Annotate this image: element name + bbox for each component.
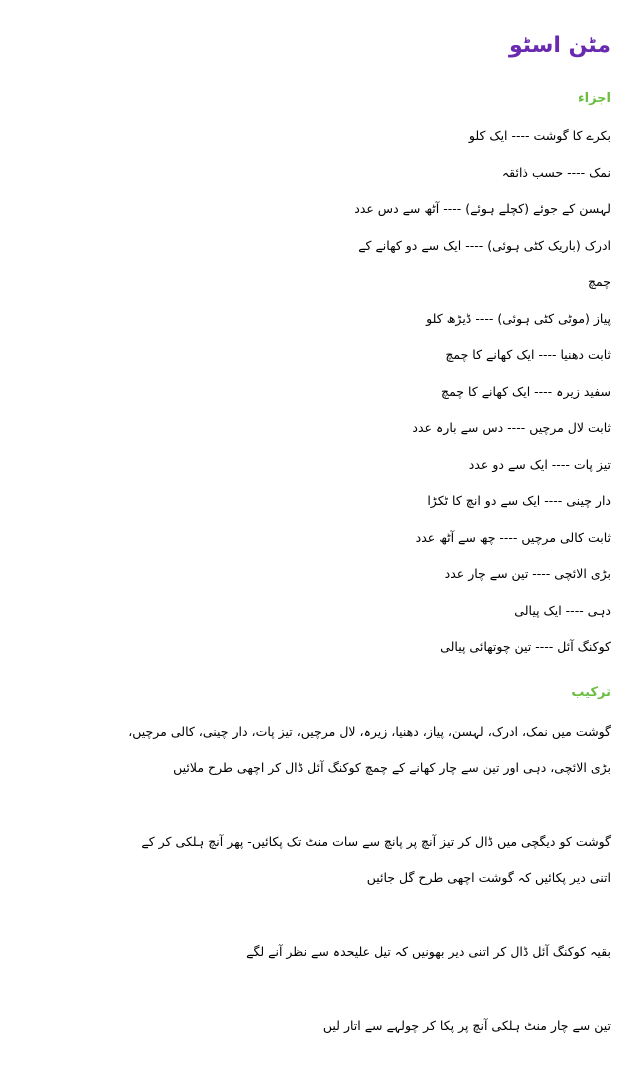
recipe-title: مٹن اسٹو (508, 33, 611, 58)
ingredient-item: بکرے کا گوشت ---- ایک کلو (468, 128, 611, 143)
step-line: گوشت میں نمک، ادرک، لہسن، پیاز، دھنیا، زیرہ، لال مرچیں، تیز پات، دار چینی، کالی مرچیں، (128, 724, 611, 739)
step-spacer (13, 896, 611, 934)
ingredients-list (11, 118, 611, 666)
ingredient-item: چمچ (587, 274, 611, 289)
ingredient-item: دہی ---- ایک پیالی (514, 602, 611, 618)
ingredient-item: تیز پات ---- ایک سے دو عدد (468, 456, 611, 472)
ingredient-item: کوکنگ آئل ---- تین چوتھائی پیالی (440, 639, 611, 654)
ingredient-item: لہسن کے جوئے (کچلے ہوئے) ---- آٹھ سے دس عدد (354, 201, 611, 216)
step-line: بقیہ کوکنگ آئل ڈال کر اتنی دیر بھونیں کہ تیل علیحدہ سے نظر آنے لگے (246, 944, 611, 959)
ingredient-item: پیاز (موٹی کٹی ہوئی) ---- ڈیڑھ کلو (426, 310, 611, 326)
method-steps (13, 714, 611, 1044)
step-line: بڑی الائچی، دہی اور تین سے چار کھانے کے چمچ کوکنگ آئل ڈال کر اچھی طرح ملائیں (173, 760, 611, 775)
ingredient-item: بڑی الائچی ---- تین سے چار عدد (444, 566, 611, 581)
step-line: اتنی دیر پکائیں کہ گوشت اچھی طرح گل جائیں (366, 870, 611, 885)
ingredient-item: دار چینی ---- ایک سے دو انچ کا ٹکڑا (427, 493, 611, 508)
step-line: تین سے چار منٹ ہلکی آنچ پر پکا کر چولہے سے اتار لیں (322, 1018, 611, 1033)
ingredient-item: نمک ---- حسب ذائقہ (501, 164, 611, 180)
ingredient-item: ثابت کالی مرچیں ---- چھ سے آٹھ عدد (415, 529, 611, 545)
ingredient-item: ثابت لال مرچیں ---- دس سے بارہ عدد (412, 420, 611, 435)
step-spacer (13, 786, 611, 824)
ingredient-item: ادرک (باریک کٹی ہوئی) ---- ایک سے دو کھانے کے (358, 237, 611, 253)
ingredient-item: ثابت دھنیا ---- ایک کھانے کا چمچ (445, 347, 611, 362)
ingredients-heading: اجزاء (577, 91, 611, 106)
step-line: گوشت کو دیگچی میں ڈال کر تیز آنچ پر پانچ سے سات منٹ تک پکائیں- پھر آنچ ہلکی کر کے (141, 834, 611, 849)
method-heading: ترکیب (571, 685, 611, 700)
ingredient-item: سفید زیرہ ---- ایک کھانے کا چمچ (441, 383, 611, 399)
step-spacer (13, 970, 611, 1008)
